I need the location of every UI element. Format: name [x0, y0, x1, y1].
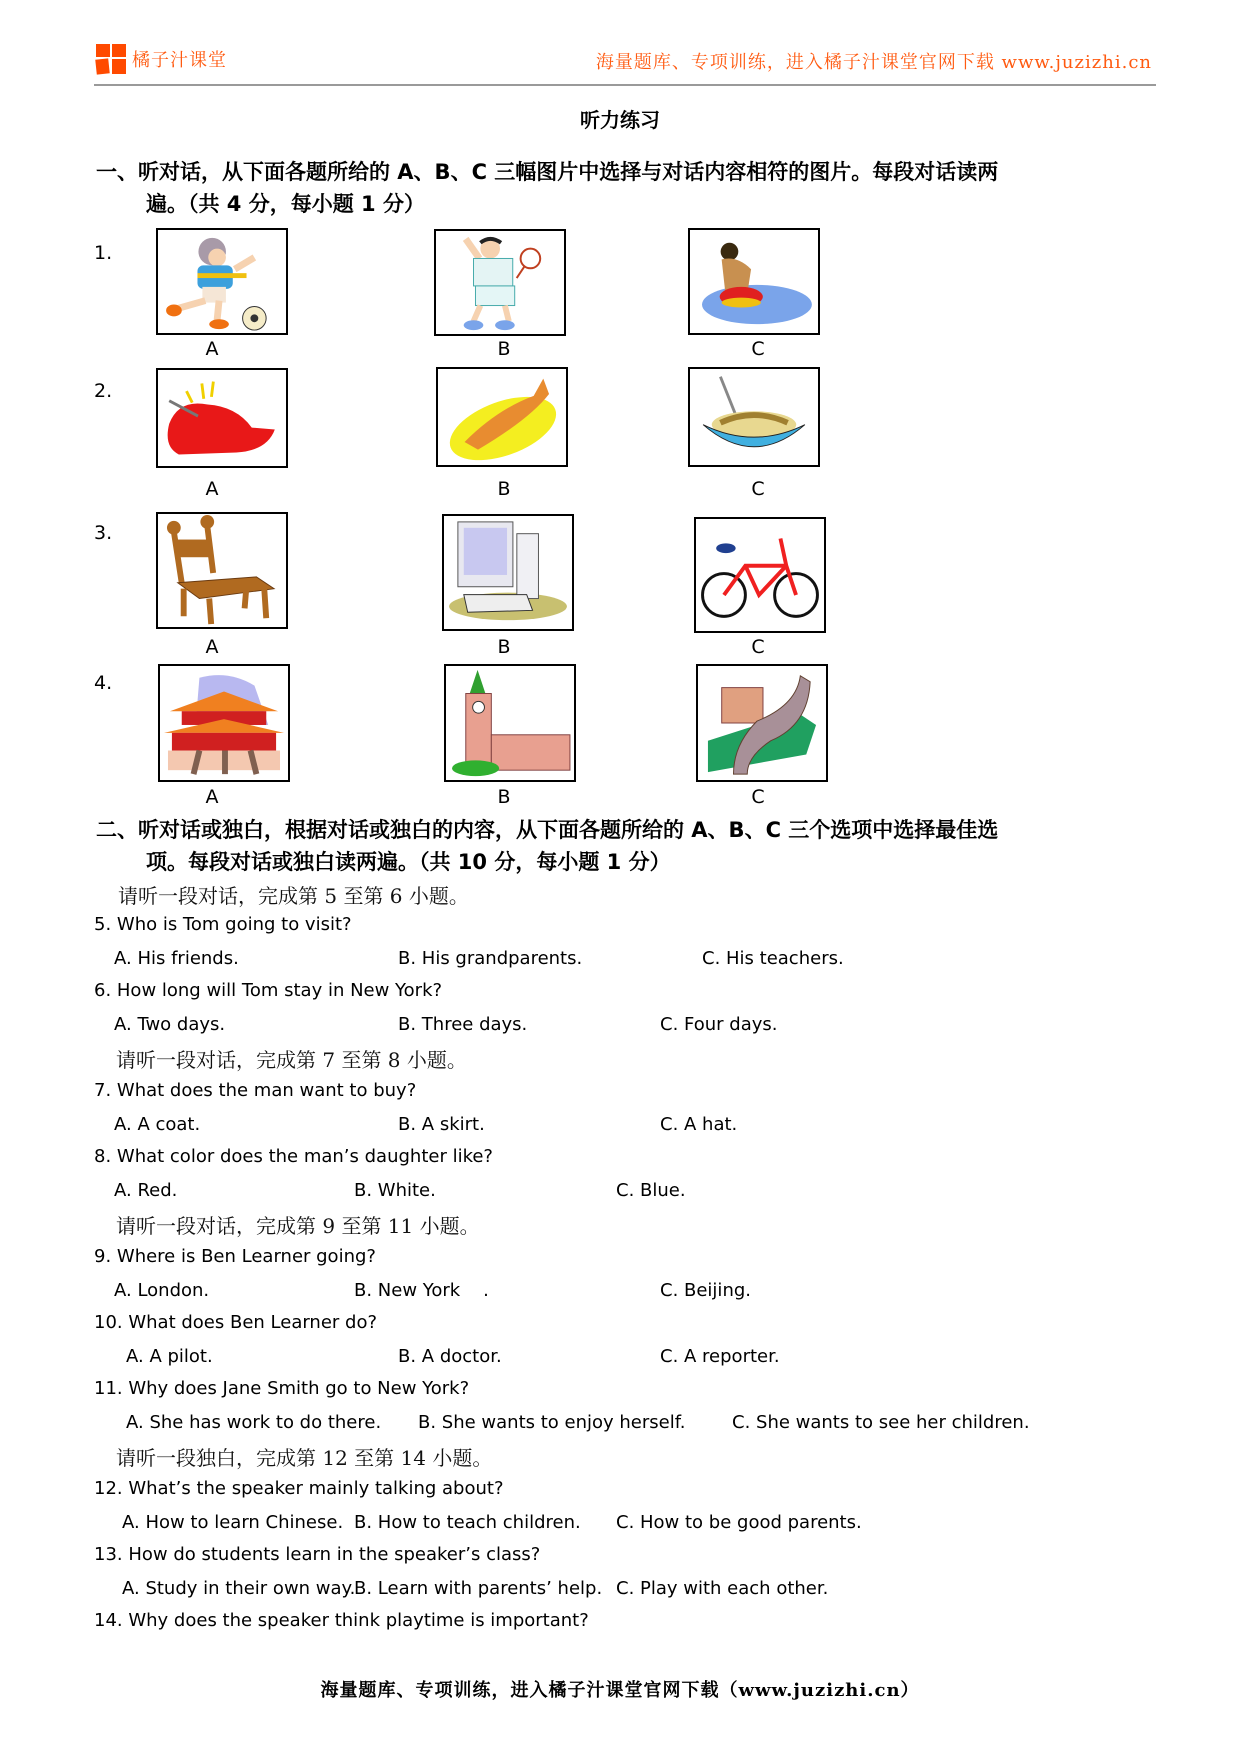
question-text: 11. Why does Jane Smith go to New York?	[94, 1378, 470, 1399]
question-number: 4.	[94, 672, 113, 694]
answer-option[interactable]: C. Play with each other.	[616, 1578, 829, 1599]
option-label: C	[751, 636, 765, 658]
answer-option[interactable]: B. New York .	[354, 1280, 489, 1301]
logo-icon	[96, 44, 126, 74]
answer-option[interactable]: B. A skirt.	[398, 1114, 485, 1135]
listening-instruction: 请听一段对话，完成第 7 至第 8 小题。	[116, 1048, 467, 1072]
answer-option[interactable]: A. Study in their own way.	[122, 1578, 356, 1599]
logo-text: 橘子汁课堂	[132, 50, 227, 71]
page-footer[interactable]: 海量题库、专项训练，进入橘子汁课堂官网下载（www.juzizhi.cn）	[320, 1680, 920, 1701]
header-slogan[interactable]: 海量题库、专项训练，进入橘子汁课堂官网下载 www.juzizhi.cn	[595, 52, 1152, 73]
option-label: B	[497, 786, 511, 808]
page-title: 听力练习	[580, 108, 660, 132]
answer-option[interactable]: A. London.	[114, 1280, 210, 1301]
football-player-icon	[158, 230, 286, 333]
answer-option[interactable]: A. His friends.	[114, 948, 239, 969]
answer-option[interactable]: B. His grandparents.	[398, 948, 583, 969]
answer-option[interactable]: C. She wants to see her children.	[732, 1412, 1030, 1433]
option-label: B	[497, 478, 511, 500]
option-image-child-swimming[interactable]	[688, 228, 820, 335]
question-text: 6. How long will Tom stay in New York?	[94, 980, 443, 1001]
listening-instruction: 请听一段对话，完成第 5 至第 6 小题。	[118, 884, 469, 908]
bicycle-icon	[696, 519, 824, 631]
question-number: 1.	[94, 242, 113, 264]
option-label: B	[497, 338, 511, 360]
question-text: 14. Why does the speaker think playtime is important?	[94, 1610, 589, 1631]
answer-option[interactable]: C. Blue.	[616, 1180, 686, 1201]
answer-option[interactable]: C. Beijing.	[660, 1280, 751, 1301]
section1-heading-line2: 遍。（共 4 分，每小题 1 分）	[146, 192, 425, 216]
answer-option[interactable]: A. A pilot.	[126, 1346, 213, 1367]
option-image-wooden-chair[interactable]	[156, 512, 288, 629]
answer-option[interactable]: A. A coat.	[114, 1114, 201, 1135]
option-image-bowl-of-noodles[interactable]	[688, 367, 820, 467]
question-text: 12. What’s the speaker mainly talking about?	[94, 1478, 504, 1499]
option-image-badminton-player[interactable]	[434, 229, 566, 336]
swimming-icon	[690, 230, 818, 333]
brand-logo	[96, 44, 227, 74]
noodles-icon	[690, 369, 818, 465]
option-image-roast-chicken[interactable]	[156, 368, 288, 468]
question-number: 3.	[94, 522, 113, 544]
answer-option[interactable]: C. How to be good parents.	[616, 1512, 862, 1533]
answer-option[interactable]: C. A reporter.	[660, 1346, 780, 1367]
question-number: 2.	[94, 380, 113, 402]
option-label: C	[751, 478, 765, 500]
question-text: 9. Where is Ben Learner going?	[94, 1246, 376, 1267]
answer-option[interactable]: B. A doctor.	[398, 1346, 502, 1367]
answer-option[interactable]: B. How to teach children.	[354, 1512, 581, 1533]
chicken-icon	[158, 370, 286, 466]
answer-option[interactable]: B. White.	[354, 1180, 436, 1201]
header-divider	[94, 84, 1156, 86]
section2-heading-line1: 二、听对话或独白，根据对话或独白的内容，从下面各题所给的 A、B、C 三个选项中选择最佳选	[96, 818, 999, 842]
option-label: C	[751, 786, 765, 808]
answer-option[interactable]: A. She has work to do there.	[126, 1412, 382, 1433]
option-image-great-wall[interactable]	[696, 664, 828, 782]
answer-option[interactable]: B. Learn with parents’ help.	[354, 1578, 603, 1599]
answer-option[interactable]: A. Two days.	[114, 1014, 226, 1035]
question-text: 5. Who is Tom going to visit?	[94, 914, 352, 935]
answer-option[interactable]: B. She wants to enjoy herself.	[418, 1412, 686, 1433]
answer-option[interactable]: C. His teachers.	[702, 948, 844, 969]
question-text: 13. How do students learn in the speaker’s class?	[94, 1544, 541, 1565]
listening-instruction: 请听一段独白，完成第 12 至第 14 小题。	[116, 1446, 493, 1470]
option-image-boy-playing-football[interactable]	[156, 228, 288, 335]
listening-instruction: 请听一段对话，完成第 9 至第 11 小题。	[116, 1214, 480, 1238]
section1-heading	[96, 156, 1160, 220]
option-image-chinese-palace[interactable]	[158, 664, 290, 782]
section2-heading	[96, 814, 1160, 878]
option-image-fish-on-plate[interactable]	[436, 367, 568, 467]
chair-icon	[158, 514, 286, 627]
badminton-icon	[436, 231, 564, 334]
option-image-red-bicycle[interactable]	[694, 517, 826, 633]
computer-icon	[444, 516, 572, 629]
option-label: B	[497, 636, 511, 658]
big-ben-icon	[446, 666, 574, 780]
question-text: 10. What does Ben Learner do?	[94, 1312, 378, 1333]
great-wall-icon	[698, 666, 826, 780]
palace-icon	[160, 666, 288, 780]
answer-option[interactable]: B. Three days.	[398, 1014, 528, 1035]
option-label: A	[205, 786, 219, 808]
option-image-desktop-computer[interactable]	[442, 514, 574, 631]
section1-heading-line1: 一、听对话，从下面各题所给的 A、B、C 三幅图片中选择与对话内容相符的图片。每段对话读两	[96, 160, 999, 184]
fish-icon	[438, 369, 566, 465]
option-label: A	[205, 636, 219, 658]
option-label: A	[205, 478, 219, 500]
option-image-big-ben[interactable]	[444, 664, 576, 782]
answer-option[interactable]: A. Red.	[114, 1180, 178, 1201]
option-label: C	[751, 338, 765, 360]
answer-option[interactable]: C. A hat.	[660, 1114, 738, 1135]
answer-option[interactable]: C. Four days.	[660, 1014, 778, 1035]
section2-heading-line2: 项。每段对话或独白读两遍。（共 10 分，每小题 1 分）	[146, 850, 671, 874]
option-label: A	[205, 338, 219, 360]
answer-option[interactable]: A. How to learn Chinese.	[122, 1512, 344, 1533]
question-text: 7. What does the man want to buy?	[94, 1080, 417, 1101]
question-text: 8. What color does the man’s daughter like?	[94, 1146, 493, 1167]
